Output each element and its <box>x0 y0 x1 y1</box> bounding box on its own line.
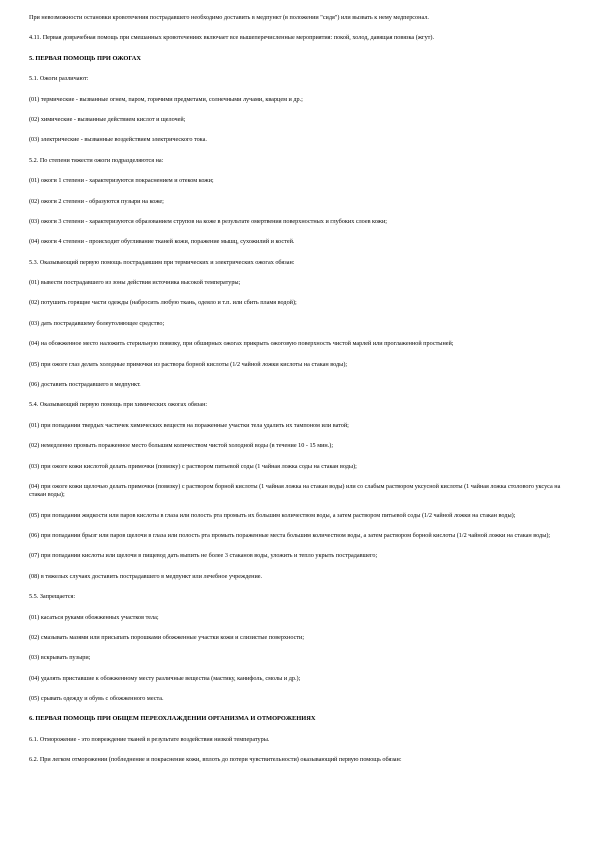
paragraph: (02) ожоги 2 степени - образуются пузыри на коже; <box>29 197 164 205</box>
paragraph: 4.11. Первая доврачебная помощь при смешанных кровотечениях включает все вышеперечисленные мероприятия: покой, холод, давящая повязка (жгут). <box>29 34 434 42</box>
paragraph: (03) ожоги 3 степени - характеризуются образованием струпов на коже в результате омертвения поверхностных и глубоких слоев кожи; <box>29 217 387 225</box>
paragraph: (03) при ожоге кожи кислотой делать примочки (повязку) с раствором питьевой соды (1 чайная ложка соды на стакан воды); <box>29 462 357 470</box>
paragraph: (02) смазывать мазями или присыпать порошками обожженные участки кожи и слизистые поверхности; <box>29 633 305 641</box>
paragraph: (04) при ожоге кожи щелочью делать примочки (повязку) с раствором борной кислоты (1 чайная ложка на стакан воды) или со слабым раствором уксусной кислоты (1 чайная ложка столового уксуса на стакан воды); <box>29 482 561 499</box>
paragraph: (02) немедленно промыть пораженное место большим количеством чистой холодной воды (в течение 10 - 15 мин.); <box>29 442 334 450</box>
section-heading: 5. ПЕРВАЯ ПОМОЩЬ ПРИ ОЖОГАХ <box>29 54 141 62</box>
paragraph: (03) вскрывать пузыри; <box>29 654 91 662</box>
paragraph: (01) при попадании твердых частичек химических веществ на пораженные участки тела удалить их тампоном или ватой; <box>29 421 349 429</box>
section-heading: 6. ПЕРВАЯ ПОМОЩЬ ПРИ ОБЩЕМ ПЕРЕОХЛАЖДЕНИИ ОРГАНИЗМА И ОТМОРОЖЕНИЯХ <box>29 715 316 723</box>
paragraph: (01) термические - вызванные огнем, паром, горячими предметами, солнечными лучами, кварцем и др.; <box>29 95 303 103</box>
paragraph: При невозможности остановки кровотечения пострадавшего необходимо доставить в медпункт (в положении "сидя") или вызвать к нему медперсонал. <box>29 14 429 21</box>
paragraph: (01) касаться руками обожженных участков тела; <box>29 613 159 621</box>
paragraph: (06) доставить пострадавшего в медпункт. <box>29 381 141 389</box>
paragraph: (04) ожоги 4 степени - происходит обугливание тканей кожи, поражение мышц, сухожилий и костей. <box>29 238 295 246</box>
paragraph: (03) дать пострадавшему болеутоляющее средство; <box>29 319 165 327</box>
document-page <box>29 14 567 777</box>
paragraph: (07) при попадании кислоты или щелочи в пищевод дать выпить не более 3 стаканов воды, уложить и тепло укрыть пострадавшего; <box>29 552 378 560</box>
paragraph: 5.3. Оказывающий первую помощь пострадавшим при термических и электрических ожогах обязан: <box>29 258 295 266</box>
paragraph: 5.1. Ожоги различают: <box>29 75 89 83</box>
paragraph: 5.2. По степени тяжести ожоги подразделяются на: <box>29 156 164 164</box>
paragraph: (01) ожоги 1 степени - характеризуются покраснением и отеком кожи; <box>29 177 214 185</box>
paragraph: 5.4. Оказывающий первую помощь при химических ожогах обязан: <box>29 401 208 409</box>
paragraph: (04) удалять приставшие к обожженному месту различные вещества (мастику, канифоль, смолы и др.); <box>29 674 301 682</box>
paragraph: (01) вывести пострадавшего из зоны действия источника высокой температуры; <box>29 279 241 287</box>
paragraph: 6.2. При легком отморожении (побледнение и покраснение кожи, вплоть до потери чувствительности) оказывающий первую помощь обязан: <box>29 756 402 764</box>
paragraph: (04) на обожженное место наложить стерильную повязку, при обширных ожогах прикрыть ожоговую поверхность чистой марлей или проглаженной простыней; <box>29 340 454 348</box>
paragraph: (06) при попадании брызг или паров щелочи в глаза или полость рта промыть пораженные места большим количеством воды, а затем раствором борной кислоты (1/2 чайной ложки на стакан воды); <box>29 531 551 539</box>
paragraph: (02) потушить горящие части одежды (набросить любую ткань, одеяло и т.п. или сбить пламя водой); <box>29 299 297 307</box>
paragraph: (03) электрические - вызванные воздействием электрического тока. <box>29 136 207 144</box>
paragraph: (08) в тяжелых случаях доставить пострадавшего в медпункт или лечебное учреждение. <box>29 572 263 580</box>
paragraph: 5.5. Запрещается: <box>29 593 76 601</box>
paragraph: (05) при попадании жидкости или паров кислоты в глаза или полость рта промыть их большим количеством воды, а затем раствором питьевой соды (1/2 чайной ложки на стакан воды); <box>29 511 516 519</box>
paragraph: (05) при ожоге глаз делать холодные примочки из раствора борной кислоты (1/2 чайной ложки кислоты на стакан воды); <box>29 360 348 368</box>
paragraph: 6.1. Отморожение - это повреждение тканей в результате воздействия низкой температуры. <box>29 735 270 743</box>
paragraph: (02) химические - вызванные действием кислот и щелочей; <box>29 115 186 123</box>
paragraph: (05) срывать одежду и обувь с обожженного места. <box>29 695 164 703</box>
